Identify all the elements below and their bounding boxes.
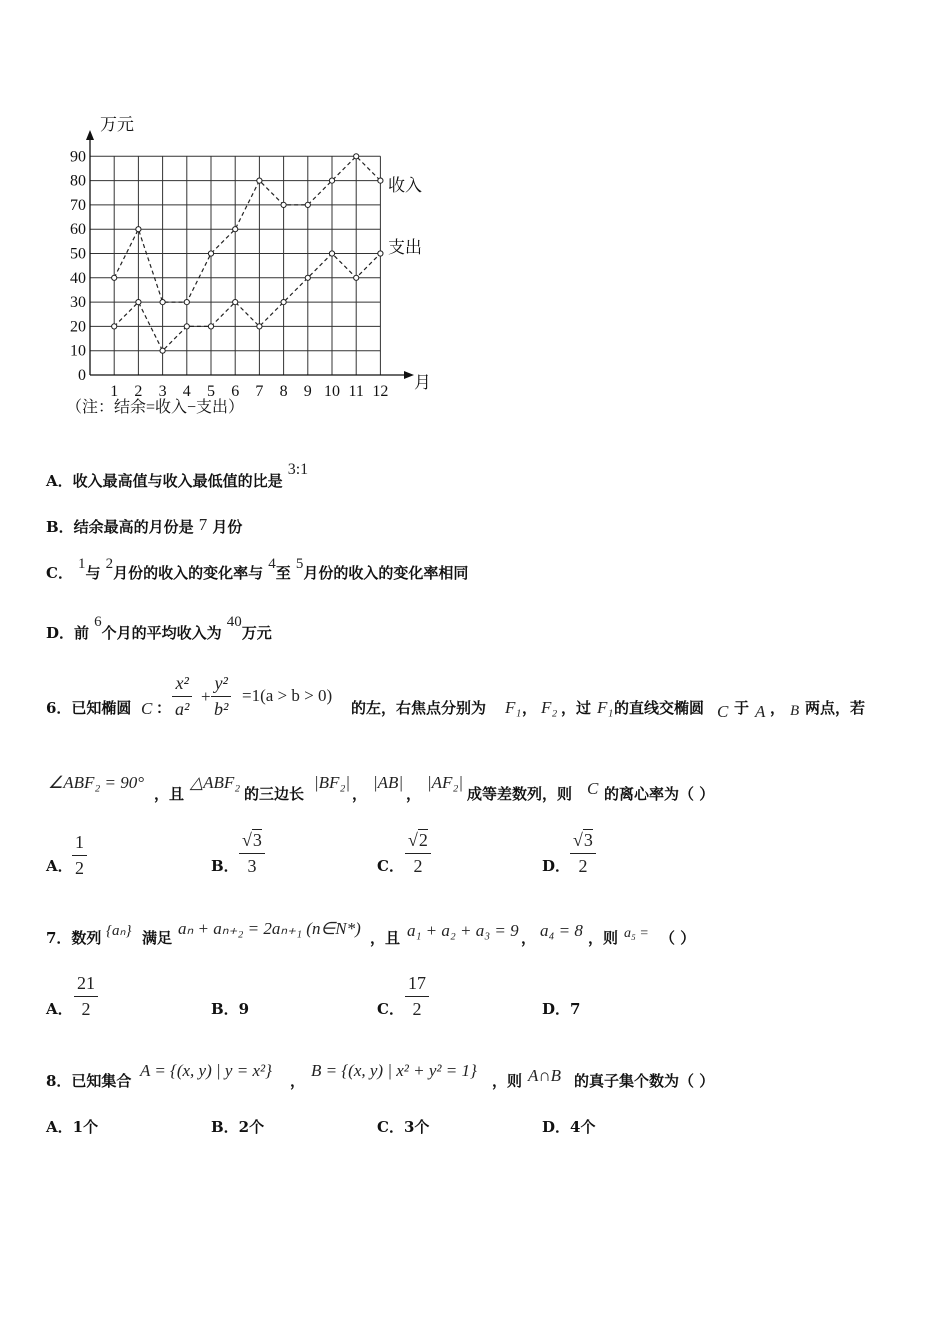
- q6-option-b-fraction: $\frac{√3}{3}$: [239, 830, 265, 877]
- x-tick-label: 11: [348, 383, 364, 400]
- q5-option-b-math: 7: [198, 515, 208, 534]
- income-expense-chart: [0, 110, 460, 420]
- expense-point: [208, 324, 213, 329]
- q5-option-c[interactable]: [46, 556, 469, 583]
- q6-t3: 的直线交椭圆: [614, 699, 705, 717]
- q8-set-A: A = {(x, y) | y = x²}: [140, 1061, 272, 1080]
- q6-t5: 两点，若: [805, 699, 866, 717]
- q7-option-a-label: A．: [46, 1000, 73, 1018]
- income-point: [305, 202, 310, 207]
- income-point: [184, 300, 189, 305]
- q7-option-c-fraction: $\frac{17}{2}$: [405, 973, 429, 1020]
- q5-option-b[interactable]: [46, 516, 242, 537]
- income-point: [329, 178, 334, 183]
- x-axis-unit: 月: [414, 373, 431, 392]
- q6-option-c-fraction: $\frac{√2}{2}$: [405, 830, 431, 877]
- income-point: [208, 251, 213, 256]
- q7-relation: aₙ + aₙ₊₂ = 2aₙ₊₁ (n∈N*): [178, 919, 361, 938]
- q6-comma4: ，: [406, 785, 422, 803]
- q7-sum: a₁ + a₂ + a₃ = 9: [407, 921, 519, 940]
- q6-t1: 的左，右焦点分别为: [351, 699, 487, 717]
- legend-income-label: 收入: [388, 176, 422, 195]
- expense-point: [233, 300, 238, 305]
- q7-t2: ，且: [370, 929, 401, 947]
- q8-option-b[interactable]: B．2个: [211, 1118, 265, 1136]
- q6-plus: +: [201, 687, 211, 706]
- x-tick-label: 7: [255, 383, 264, 400]
- q5-option-c-t2: 月份的收入的变化率与: [113, 564, 264, 582]
- q8-option-a[interactable]: A．1个: [46, 1118, 99, 1136]
- q6-fraction-y: $\frac{\text{y²}}{\text{b²}}$: [211, 673, 231, 720]
- q5-option-d-label: D．前: [46, 624, 90, 642]
- q6-option-a-label: A．: [46, 857, 73, 875]
- income-point: [281, 202, 286, 207]
- q5-option-c-t3: 至: [275, 564, 291, 582]
- y-tick-label: 50: [70, 245, 86, 263]
- x-tick-label: 1: [110, 383, 119, 400]
- y-tick-labels: [70, 148, 86, 384]
- y-tick-label: 60: [70, 221, 86, 239]
- q6-C: C: [141, 699, 153, 718]
- q7-t1: 满足: [142, 929, 173, 947]
- income-point: [136, 227, 141, 232]
- q7-t3: ，则: [588, 929, 619, 947]
- q8-option-d[interactable]: D．4个: [542, 1118, 596, 1136]
- q5-option-d[interactable]: [46, 614, 272, 643]
- q6-fraction-x: $\frac{\text{x²}}{\text{a²}}$: [172, 673, 192, 720]
- expense-point: [354, 275, 359, 280]
- q5-option-d-t2: 万元: [241, 624, 272, 642]
- q7-option-b[interactable]: B．9: [211, 1000, 250, 1018]
- q7-t4: （ ）: [660, 929, 696, 947]
- legend-expense-label: 支出: [388, 238, 422, 257]
- expense-point: [305, 275, 310, 280]
- q6-C3: C: [587, 779, 599, 798]
- q6-option-d-label: D．: [542, 857, 571, 875]
- q6-t4: 于: [734, 699, 750, 717]
- chart-grid: [90, 156, 380, 375]
- y-tick-label: 20: [70, 318, 86, 336]
- x-tick-label: 4: [182, 383, 191, 400]
- q7-a4: a₄ = 8: [540, 921, 583, 940]
- income-point: [160, 300, 165, 305]
- q6-comma2: ，: [770, 699, 786, 717]
- y-axis-arrow-icon: [86, 130, 94, 140]
- q6-t2: ，过: [561, 699, 592, 717]
- q5-option-c-t1: 与: [85, 564, 101, 582]
- x-tick-label: 3: [158, 383, 167, 400]
- y-tick-label: 40: [70, 269, 86, 287]
- y-tick-label: 10: [70, 342, 86, 360]
- q5-option-c-m4: 5: [295, 556, 304, 572]
- q6-t7: 的三边长: [244, 785, 305, 803]
- x-tick-label: 10: [324, 383, 340, 400]
- q8-intersection: A∩B: [528, 1066, 562, 1085]
- q6-comma1: ，: [522, 699, 538, 717]
- q5-option-d-m2: 40: [226, 614, 242, 630]
- q5-option-c-label: C．: [46, 564, 73, 582]
- income-point: [112, 275, 117, 280]
- q6-option-d-fraction: $\frac{√3}{2}$: [570, 830, 596, 877]
- q7-option-a-fraction: $\frac{21}{2}$: [74, 973, 98, 1020]
- q5-option-b-text: B．结余最高的月份是: [46, 518, 194, 536]
- x-tick-label: 6: [231, 383, 240, 400]
- expense-point: [160, 348, 165, 353]
- expense-point: [257, 324, 262, 329]
- q7-option-c-label: C．: [377, 1000, 404, 1018]
- income-point: [378, 178, 383, 183]
- q6-B: B: [790, 703, 800, 719]
- chart-note: （注：结余=收入−支出）: [66, 399, 245, 416]
- q6-side-AB: |AB|: [373, 773, 404, 792]
- q7-option-d[interactable]: D．7: [542, 1000, 581, 1018]
- q6-option-a-fraction: $\frac{1}{2}$: [72, 832, 87, 879]
- q6-t9: 的离心率为（ ）: [604, 785, 715, 803]
- y-tick-label: 90: [70, 148, 86, 166]
- expense-point: [281, 300, 286, 305]
- q7-a5: a₅ =: [624, 926, 649, 941]
- q5-option-c-t4: 月份的收入的变化率相同: [303, 564, 469, 582]
- expense-point: [378, 251, 383, 256]
- x-axis-arrow-icon: [404, 371, 414, 379]
- q6-comma3: ，: [352, 785, 368, 803]
- q8-lead: 8．已知集合: [46, 1072, 132, 1090]
- q6-F2: F₂: [541, 698, 558, 717]
- income-point: [354, 154, 359, 159]
- q6-option-c-label: C．: [377, 857, 404, 875]
- q6-triangle: △ABF₂: [190, 773, 241, 792]
- x-tick-labels: [110, 383, 388, 400]
- q6-F1: F₁: [505, 698, 522, 717]
- q7-lead: 7．数列: [46, 929, 102, 947]
- q6-side-AF2: |AF₂|: [427, 773, 464, 792]
- expense-point: [329, 251, 334, 256]
- q7-comma: ，: [521, 929, 537, 947]
- expense-point: [136, 300, 141, 305]
- q5-option-c-m2: 2: [105, 556, 114, 572]
- income-point: [233, 227, 238, 232]
- q8-comma: ，: [290, 1072, 306, 1090]
- y-tick-label: 70: [70, 196, 86, 214]
- income-point: [257, 178, 262, 183]
- expense-point: [112, 324, 117, 329]
- x-tick-label: 2: [134, 383, 143, 400]
- expense-point: [184, 324, 189, 329]
- y-tick-label: 0: [78, 367, 86, 384]
- q5-option-c-m1: 1: [78, 556, 86, 572]
- q6-C2: C: [717, 702, 729, 721]
- x-tick-label: 12: [372, 383, 389, 400]
- x-tick-label: 5: [207, 383, 215, 400]
- q6-t6: ，且: [154, 785, 185, 803]
- x-tick-label: 9: [303, 383, 312, 400]
- q8-t1: ，则: [492, 1072, 523, 1090]
- q5-option-c-m3: 4: [268, 556, 276, 572]
- q6-colon: ：: [156, 699, 172, 717]
- q5-option-d-t1: 个月的平均收入为: [101, 624, 222, 642]
- q8-t2: 的真子集个数为（ ）: [574, 1072, 715, 1090]
- q6-F1b: F₁: [597, 698, 614, 717]
- q6-option-b-label: B．: [211, 857, 239, 875]
- y-tick-label: 80: [70, 172, 86, 190]
- q5-option-a[interactable]: [46, 461, 309, 491]
- q6-t8: 成等差数列，则: [467, 785, 573, 803]
- q6-A: A: [755, 702, 766, 721]
- q6-angle: ∠ABF₂ = 90°: [48, 773, 145, 792]
- q8-set-B: B = {(x, y) | x² + y² = 1}: [311, 1061, 477, 1080]
- q5-option-a-text: A．收入最高值与收入最低值的比是: [46, 472, 283, 490]
- y-axis-unit: 万元: [100, 115, 134, 134]
- q5-option-a-math: 3:1: [287, 461, 309, 478]
- chart-axes: [86, 130, 414, 379]
- q6-side-BF2: |BF₂|: [314, 773, 351, 792]
- q6-lead: 6．已知椭圆: [46, 699, 132, 717]
- q6-equation-tail: =1(a > b > 0): [242, 686, 333, 705]
- q8-option-c[interactable]: C．3个: [377, 1118, 430, 1136]
- q5-option-b-tail: 月份: [212, 518, 243, 536]
- y-tick-label: 30: [70, 294, 86, 312]
- q7-sequence: {aₙ}: [106, 923, 132, 939]
- q5-option-d-m1: 6: [94, 614, 102, 630]
- x-tick-label: 8: [279, 383, 288, 400]
